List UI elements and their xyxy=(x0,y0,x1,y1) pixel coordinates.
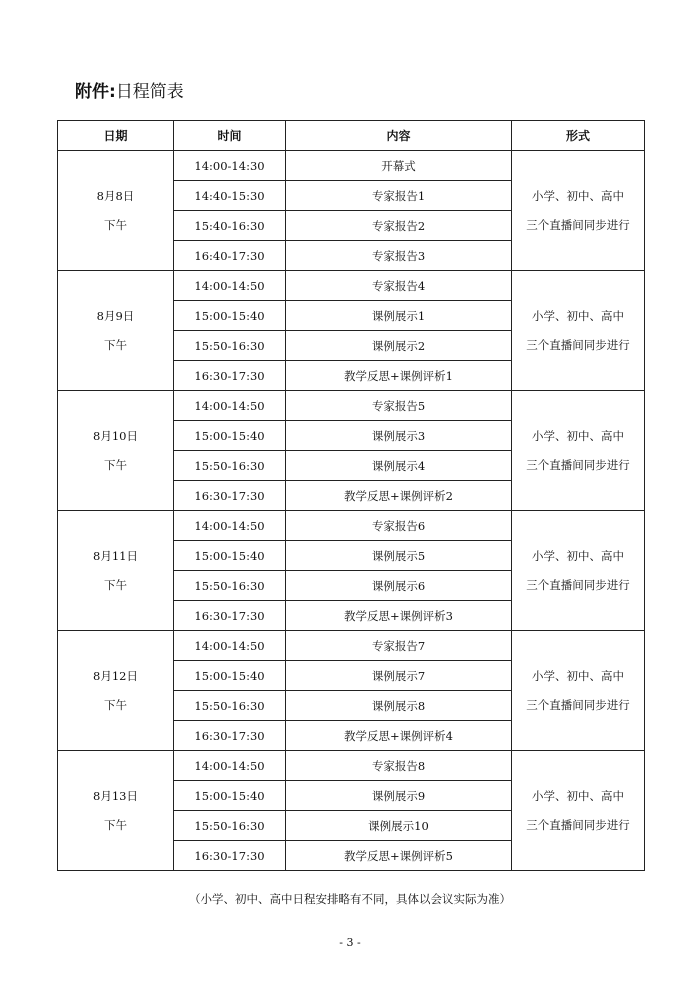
time-cell: 16:30-17:30 xyxy=(174,361,286,391)
date-cell xyxy=(58,751,174,871)
content-cell: 专家报告8 xyxy=(286,751,512,781)
format-line-2: 三个直播间同步进行 xyxy=(526,217,630,232)
content-cell: 课例展示2 xyxy=(286,331,512,361)
attachment-title xyxy=(75,80,184,104)
content-cell: 专家报告6 xyxy=(286,511,512,541)
date-cell xyxy=(58,511,174,631)
time-cell: 14:00-14:50 xyxy=(174,271,286,301)
format-line-1: 小学、初中、高中 xyxy=(532,308,624,323)
format-cell xyxy=(512,391,645,511)
header-date: 日期 xyxy=(58,121,174,151)
schedule-body xyxy=(58,151,645,871)
header-content: 内容 xyxy=(286,121,512,151)
date-cell xyxy=(58,151,174,271)
content-cell: 教学反思+课例评析5 xyxy=(286,841,512,871)
time-cell: 15:00-15:40 xyxy=(174,781,286,811)
date-text: 8月11日 xyxy=(93,548,138,563)
time-cell: 14:00-14:30 xyxy=(174,151,286,181)
time-cell: 16:30-17:30 xyxy=(174,601,286,631)
time-cell: 15:50-16:30 xyxy=(174,331,286,361)
footnote: （小学、初中、高中日程安排略有不同，具体以会议实际为准） xyxy=(189,892,511,906)
time-cell: 16:30-17:30 xyxy=(174,721,286,751)
date-text: 8月10日 xyxy=(93,428,138,443)
attachment-name: 日程简表 xyxy=(115,82,184,102)
content-cell: 教学反思+课例评析2 xyxy=(286,481,512,511)
content-cell: 专家报告2 xyxy=(286,211,512,241)
period-text: 下午 xyxy=(104,697,127,712)
content-cell: 专家报告3 xyxy=(286,241,512,271)
time-cell: 15:00-15:40 xyxy=(174,421,286,451)
content-cell: 专家报告7 xyxy=(286,631,512,661)
time-cell: 14:40-15:30 xyxy=(174,181,286,211)
date-text: 8月13日 xyxy=(93,788,138,803)
time-cell: 14:00-14:50 xyxy=(174,631,286,661)
header-format: 形式 xyxy=(512,121,645,151)
date-text: 8月8日 xyxy=(96,188,135,203)
table-row xyxy=(58,151,645,181)
time-cell: 16:30-17:30 xyxy=(174,841,286,871)
content-cell: 教学反思+课例评析1 xyxy=(286,361,512,391)
content-cell: 课例展示1 xyxy=(286,301,512,331)
format-cell xyxy=(512,271,645,391)
format-cell xyxy=(512,751,645,871)
format-line-2: 三个直播间同步进行 xyxy=(526,577,630,592)
content-cell: 专家报告1 xyxy=(286,181,512,211)
content-cell: 课例展示7 xyxy=(286,661,512,691)
date-cell xyxy=(58,631,174,751)
time-cell: 15:50-16:30 xyxy=(174,571,286,601)
schedule-table xyxy=(57,120,645,871)
content-cell: 课例展示5 xyxy=(286,541,512,571)
content-cell: 课例展示6 xyxy=(286,571,512,601)
format-line-1: 小学、初中、高中 xyxy=(532,188,624,203)
format-cell xyxy=(512,511,645,631)
content-cell: 专家报告4 xyxy=(286,271,512,301)
format-line-2: 三个直播间同步进行 xyxy=(526,817,630,832)
format-line-1: 小学、初中、高中 xyxy=(532,668,624,683)
format-line-1: 小学、初中、高中 xyxy=(532,428,624,443)
page-number: - 3 - xyxy=(339,936,361,949)
period-text: 下午 xyxy=(104,217,127,232)
date-text: 8月9日 xyxy=(96,308,135,323)
content-cell: 课例展示4 xyxy=(286,451,512,481)
table-row xyxy=(58,271,645,301)
format-line-1: 小学、初中、高中 xyxy=(532,788,624,803)
header-row xyxy=(58,121,645,151)
format-cell xyxy=(512,631,645,751)
content-cell: 课例展示3 xyxy=(286,421,512,451)
table-row xyxy=(58,751,645,781)
date-cell xyxy=(58,391,174,511)
period-text: 下午 xyxy=(104,457,127,472)
content-cell: 课例展示8 xyxy=(286,691,512,721)
content-cell: 教学反思+课例评析4 xyxy=(286,721,512,751)
time-cell: 15:00-15:40 xyxy=(174,301,286,331)
content-cell: 教学反思+课例评析3 xyxy=(286,601,512,631)
time-cell: 15:00-15:40 xyxy=(174,661,286,691)
time-cell: 16:30-17:30 xyxy=(174,481,286,511)
time-cell: 14:00-14:50 xyxy=(174,511,286,541)
time-cell: 15:00-15:40 xyxy=(174,541,286,571)
time-cell: 15:50-16:30 xyxy=(174,691,286,721)
table-row xyxy=(58,511,645,541)
time-cell: 14:00-14:50 xyxy=(174,391,286,421)
format-line-1: 小学、初中、高中 xyxy=(532,548,624,563)
date-cell xyxy=(58,271,174,391)
time-cell: 16:40-17:30 xyxy=(174,241,286,271)
date-text: 8月12日 xyxy=(93,668,138,683)
period-text: 下午 xyxy=(104,817,127,832)
content-cell: 开幕式 xyxy=(286,151,512,181)
content-cell: 课例展示9 xyxy=(286,781,512,811)
format-line-2: 三个直播间同步进行 xyxy=(526,337,630,352)
time-cell: 14:00-14:50 xyxy=(174,751,286,781)
period-text: 下午 xyxy=(104,337,127,352)
format-cell xyxy=(512,151,645,271)
attachment-label: 附件: xyxy=(75,82,116,102)
table-row xyxy=(58,631,645,661)
table-row xyxy=(58,391,645,421)
time-cell: 15:50-16:30 xyxy=(174,451,286,481)
time-cell: 15:50-16:30 xyxy=(174,811,286,841)
time-cell: 15:40-16:30 xyxy=(174,211,286,241)
format-line-2: 三个直播间同步进行 xyxy=(526,457,630,472)
content-cell: 专家报告5 xyxy=(286,391,512,421)
content-cell: 课例展示10 xyxy=(286,811,512,841)
format-line-2: 三个直播间同步进行 xyxy=(526,697,630,712)
header-time: 时间 xyxy=(174,121,286,151)
period-text: 下午 xyxy=(104,577,127,592)
